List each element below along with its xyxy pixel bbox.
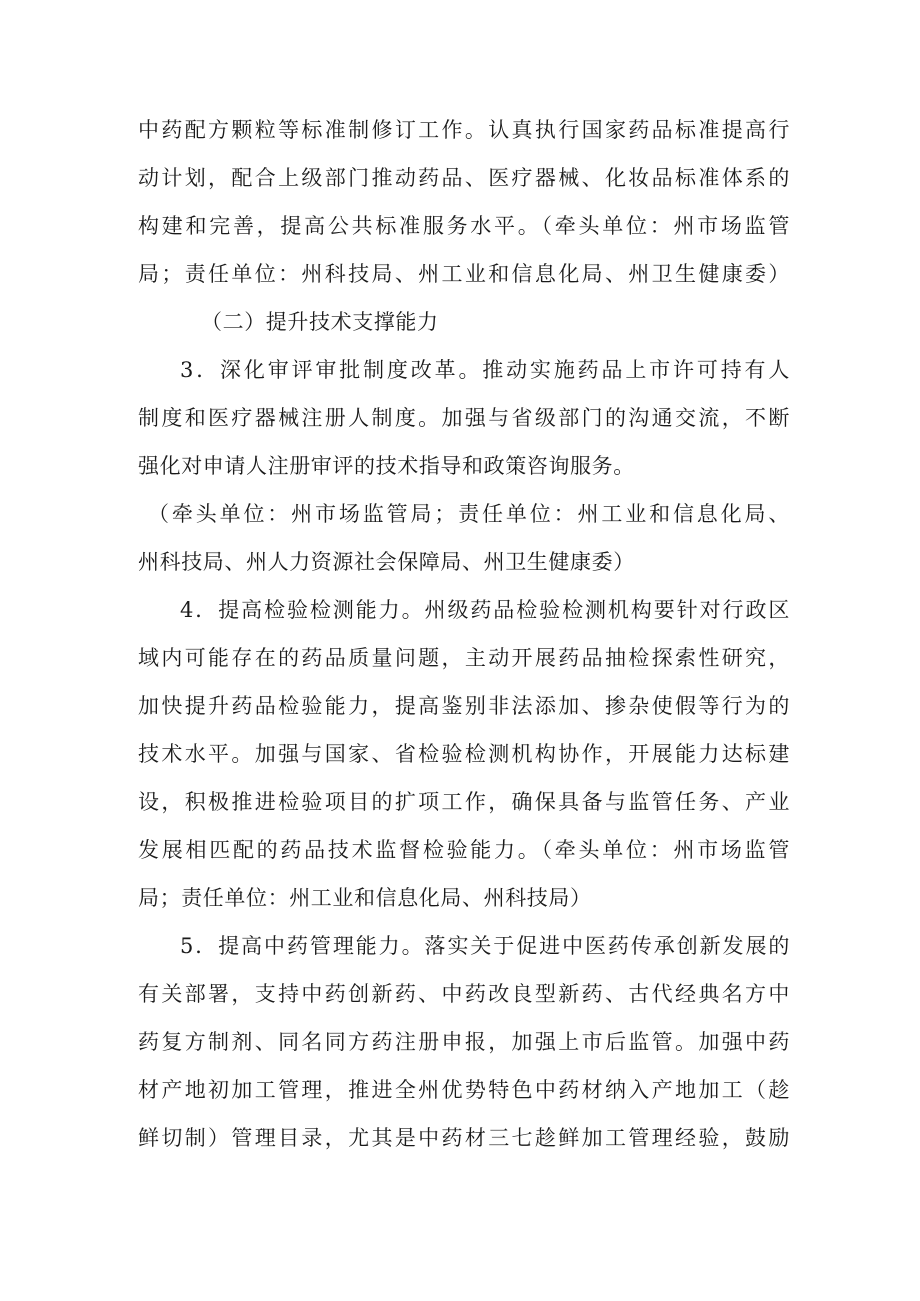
text-line: 局；责任单位：州工业和信息化局、州科技局） [138,886,592,910]
text-line: 局；责任单位：州科技局、州工业和信息化局、州卫生健康委） [138,262,790,286]
text-line: 4．提高检验检测能力。州级药品检验检测机构要针对行政区 [180,598,790,622]
text-line: 发展相匹配的药品技术监督检验能力。（牵头单位：州市场监管 [138,838,790,862]
text-line: 构建和完善，提高公共标准服务水平。（牵头单位：州市场监管 [138,214,790,238]
text-line: 药复方制剂、同名同方药注册申报，加强上市后监管。加强中药 [138,1030,790,1054]
text-line: 有关部署，支持中药创新药、中药改良型新药、古代经典名方中 [138,982,790,1006]
text-line: 中药配方颗粒等标准制修订工作。认真执行国家药品标准提高行 [138,118,790,142]
text-line: （牵头单位：州市场监管局；责任单位：州工业和信息化局、 [148,502,790,526]
text-line: 技术水平。加强与国家、省检验检测机构协作，开展能力达标建 [138,742,790,766]
text-line: 州科技局、州人力资源社会保障局、州卫生健康委） [138,550,635,574]
text-line: 5．提高中药管理能力。落实关于促进中医药传承创新发展的 [180,934,790,958]
text-line: 材产地初加工管理，推进全州优势特色中药材纳入产地加工（趁 [138,1078,790,1102]
document-body [138,106,790,1162]
text-line: 鲜切制）管理目录，尤其是中药材三七趁鲜加工管理经验，鼓励 [138,1126,790,1150]
text-line: 设，积极推进检验项目的扩项工作，确保具备与监管任务、产业 [138,790,790,814]
text-line: 域内可能存在的药品质量问题，主动开展药品抽检探索性研究， [138,646,790,670]
text-line: 3．深化审评审批制度改革。推动实施药品上市许可持有人 [180,358,790,382]
section-heading: （二）提升技术支撑能力 [201,310,439,334]
text-line: 动计划，配合上级部门推动药品、医疗器械、化妆品标准体系的 [138,166,790,190]
text-line: 加快提升药品检验能力，提高鉴别非法添加、掺杂使假等行为的 [138,694,790,718]
text-line: 强化对申请人注册审评的技术指导和政策咨询服务。 [138,454,635,478]
text-line: 制度和医疗器械注册人制度。加强与省级部门的沟通交流，不断 [138,406,790,430]
